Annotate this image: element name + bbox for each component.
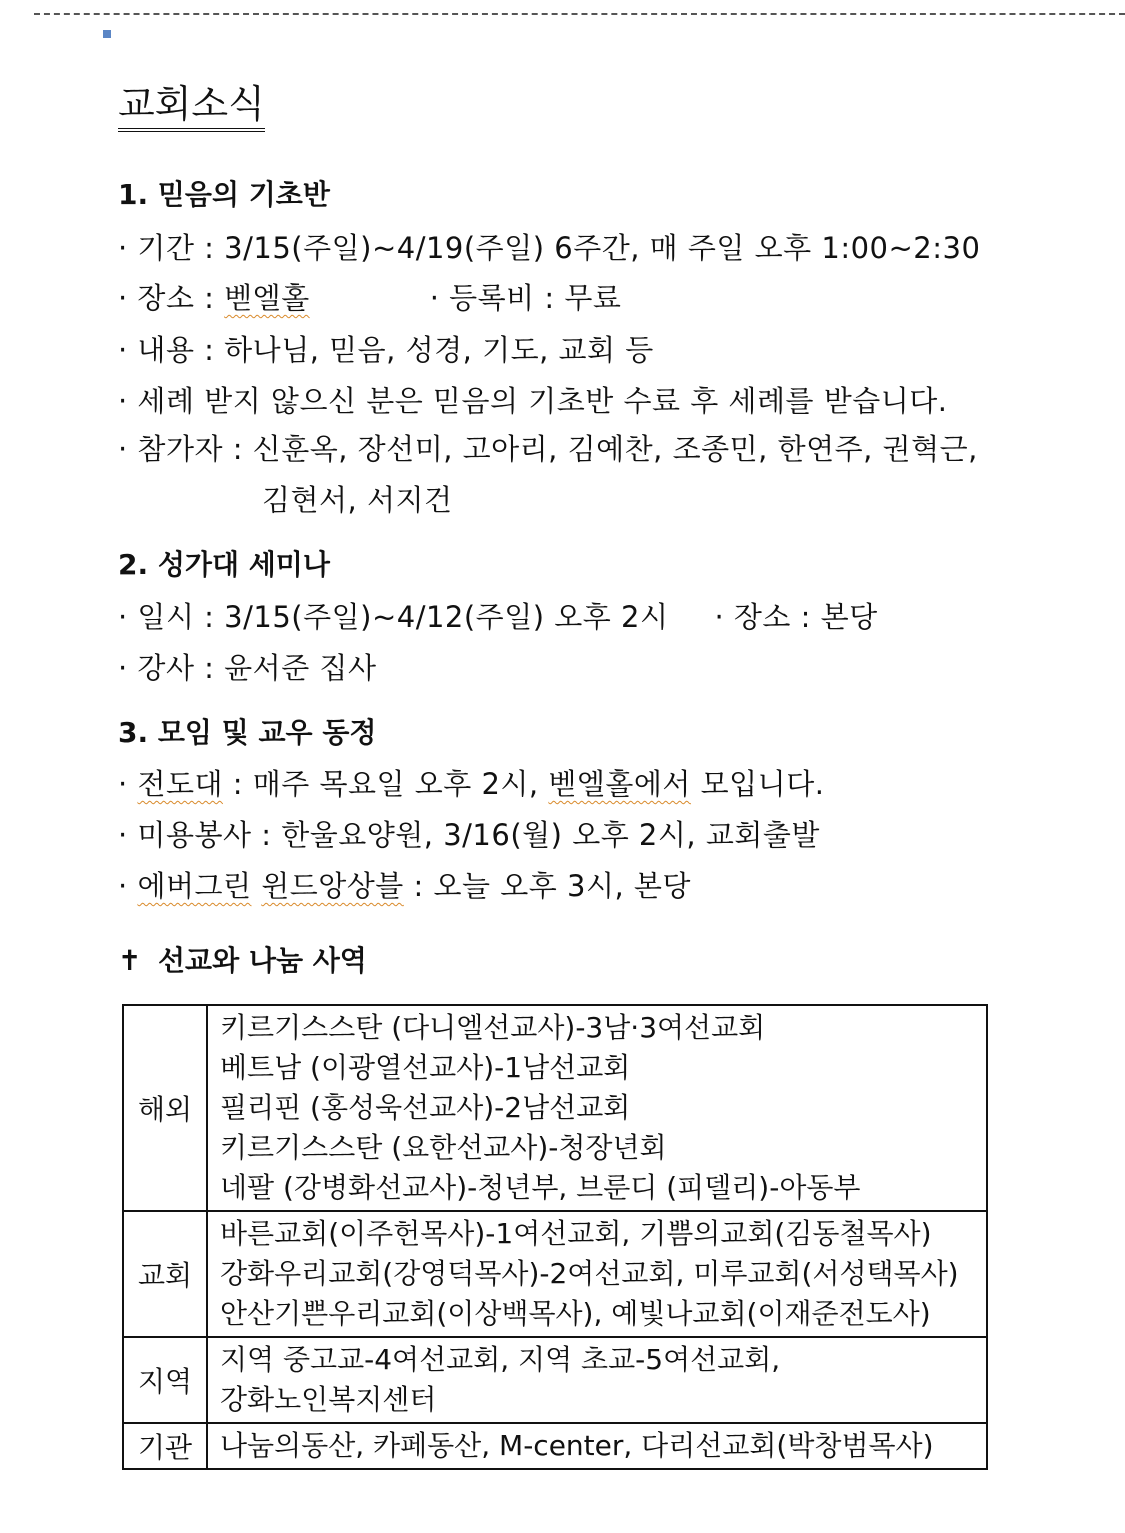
list-item: 지역 중고교-4여선교회, 지역 초교-5여선교회, — [220, 1343, 781, 1376]
mission-heading-text: 선교와 나눔 사역 — [158, 944, 367, 977]
page-break-dashed-line — [34, 13, 1125, 15]
place-label: · 장소 : — [118, 281, 225, 315]
seminar-date-place-line — [118, 597, 878, 637]
fee-text: · 등록비 : 무료 — [429, 281, 622, 315]
evangelism-line: · 전도대 : 매주 목요일 오후 2시, 벧엘홀에서 모입니다. — [118, 767, 825, 801]
seminar-place: · 장소 : 본당 — [714, 600, 878, 634]
page-title: 교회소식 — [118, 82, 265, 132]
category-cell: 교회 — [123, 1211, 207, 1337]
period-line: · 기간 : 3/15(주일)~4/19(주일) 6주간, 매 주일 오후 1:00~2:30 — [118, 231, 981, 265]
place-value: 벧엘홀 — [224, 281, 310, 315]
section-heading-2: 2. 성가대 세미나 — [118, 548, 330, 581]
lecturer-line: · 강사 : 윤서준 집사 — [118, 651, 377, 685]
paragraph-marker-icon — [103, 30, 111, 38]
beauty-service-line: · 미용봉사 : 한울요양원, 3/16(월) 오후 2시, 교회출발 — [118, 818, 820, 852]
seminar-date: · 일시 : 3/15(주일)~4/12(주일) 오후 2시 — [118, 600, 669, 634]
participants-line: · 참가자 : 신훈옥, 장선미, 고아리, 김예찬, 조종민, 한연주, 권혁근, — [118, 432, 978, 466]
cross-icon: ✝ — [118, 944, 142, 977]
category-cell: 지역 — [123, 1337, 207, 1423]
section-heading-3: 3. 모임 및 교우 동정 — [118, 716, 377, 749]
list-item: 필리핀 (홍성욱선교사)-2남선교회 — [220, 1091, 631, 1124]
section-heading-1: 1. 믿음의 기초반 — [118, 178, 330, 211]
list-item: 키르기스스탄 (요한선교사)-청장년회 — [220, 1131, 667, 1164]
mission-row-church — [123, 1211, 987, 1337]
wind-ensemble-name: 윈드앙상블 — [261, 869, 404, 903]
list-item: 나눔의동산, 카페동산, M-center, 다리선교회(박창범목사) — [220, 1429, 934, 1462]
content-line: · 내용 : 하나님, 믿음, 성경, 기도, 교회 등 — [118, 333, 654, 367]
evangelism-name: 전도대 — [137, 767, 223, 801]
participants-continued: 김현서, 서지건 — [262, 483, 453, 517]
mission-row-institution — [123, 1423, 987, 1469]
evergreen-name: 에버그린 — [137, 869, 252, 903]
category-cell: 기관 — [123, 1423, 207, 1469]
items-cell — [207, 1005, 987, 1211]
items-cell — [207, 1211, 987, 1337]
mission-row-region — [123, 1337, 987, 1423]
list-item: 키르기스스탄 (다니엘선교사)-3남·3여선교회 — [220, 1011, 766, 1044]
items-cell — [207, 1423, 987, 1469]
mission-table — [122, 1004, 988, 1470]
list-item: 강화우리교회(강영덕목사)-2여선교회, 미루교회(서성택목사) — [220, 1257, 959, 1290]
place-fee-line — [118, 278, 621, 318]
list-item: 강화노인복지센터 — [220, 1383, 437, 1416]
category-cell: 해외 — [123, 1005, 207, 1211]
list-item: 바른교회(이주헌목사)-1여선교회, 기쁨의교회(김동철목사) — [220, 1217, 932, 1250]
evangelism-place: 벧엘홀에서 — [548, 767, 691, 801]
mission-heading — [118, 944, 367, 978]
evergreen-line: · 에버그린 윈드앙상블 : 오늘 오후 3시, 본당 — [118, 869, 691, 903]
items-cell — [207, 1337, 987, 1423]
list-item: 베트남 (이광열선교사)-1남선교회 — [220, 1051, 631, 1084]
list-item: 네팔 (강병화선교사)-청년부, 브룬디 (피델리)-아동부 — [220, 1171, 861, 1204]
mission-row-overseas — [123, 1005, 987, 1211]
list-item: 안산기쁜우리교회(이상백목사), 예빛나교회(이재준전도사) — [220, 1297, 931, 1330]
baptism-note-line: · 세례 받지 않으신 분은 믿음의 기초반 수료 후 세례를 받습니다. — [118, 384, 948, 418]
